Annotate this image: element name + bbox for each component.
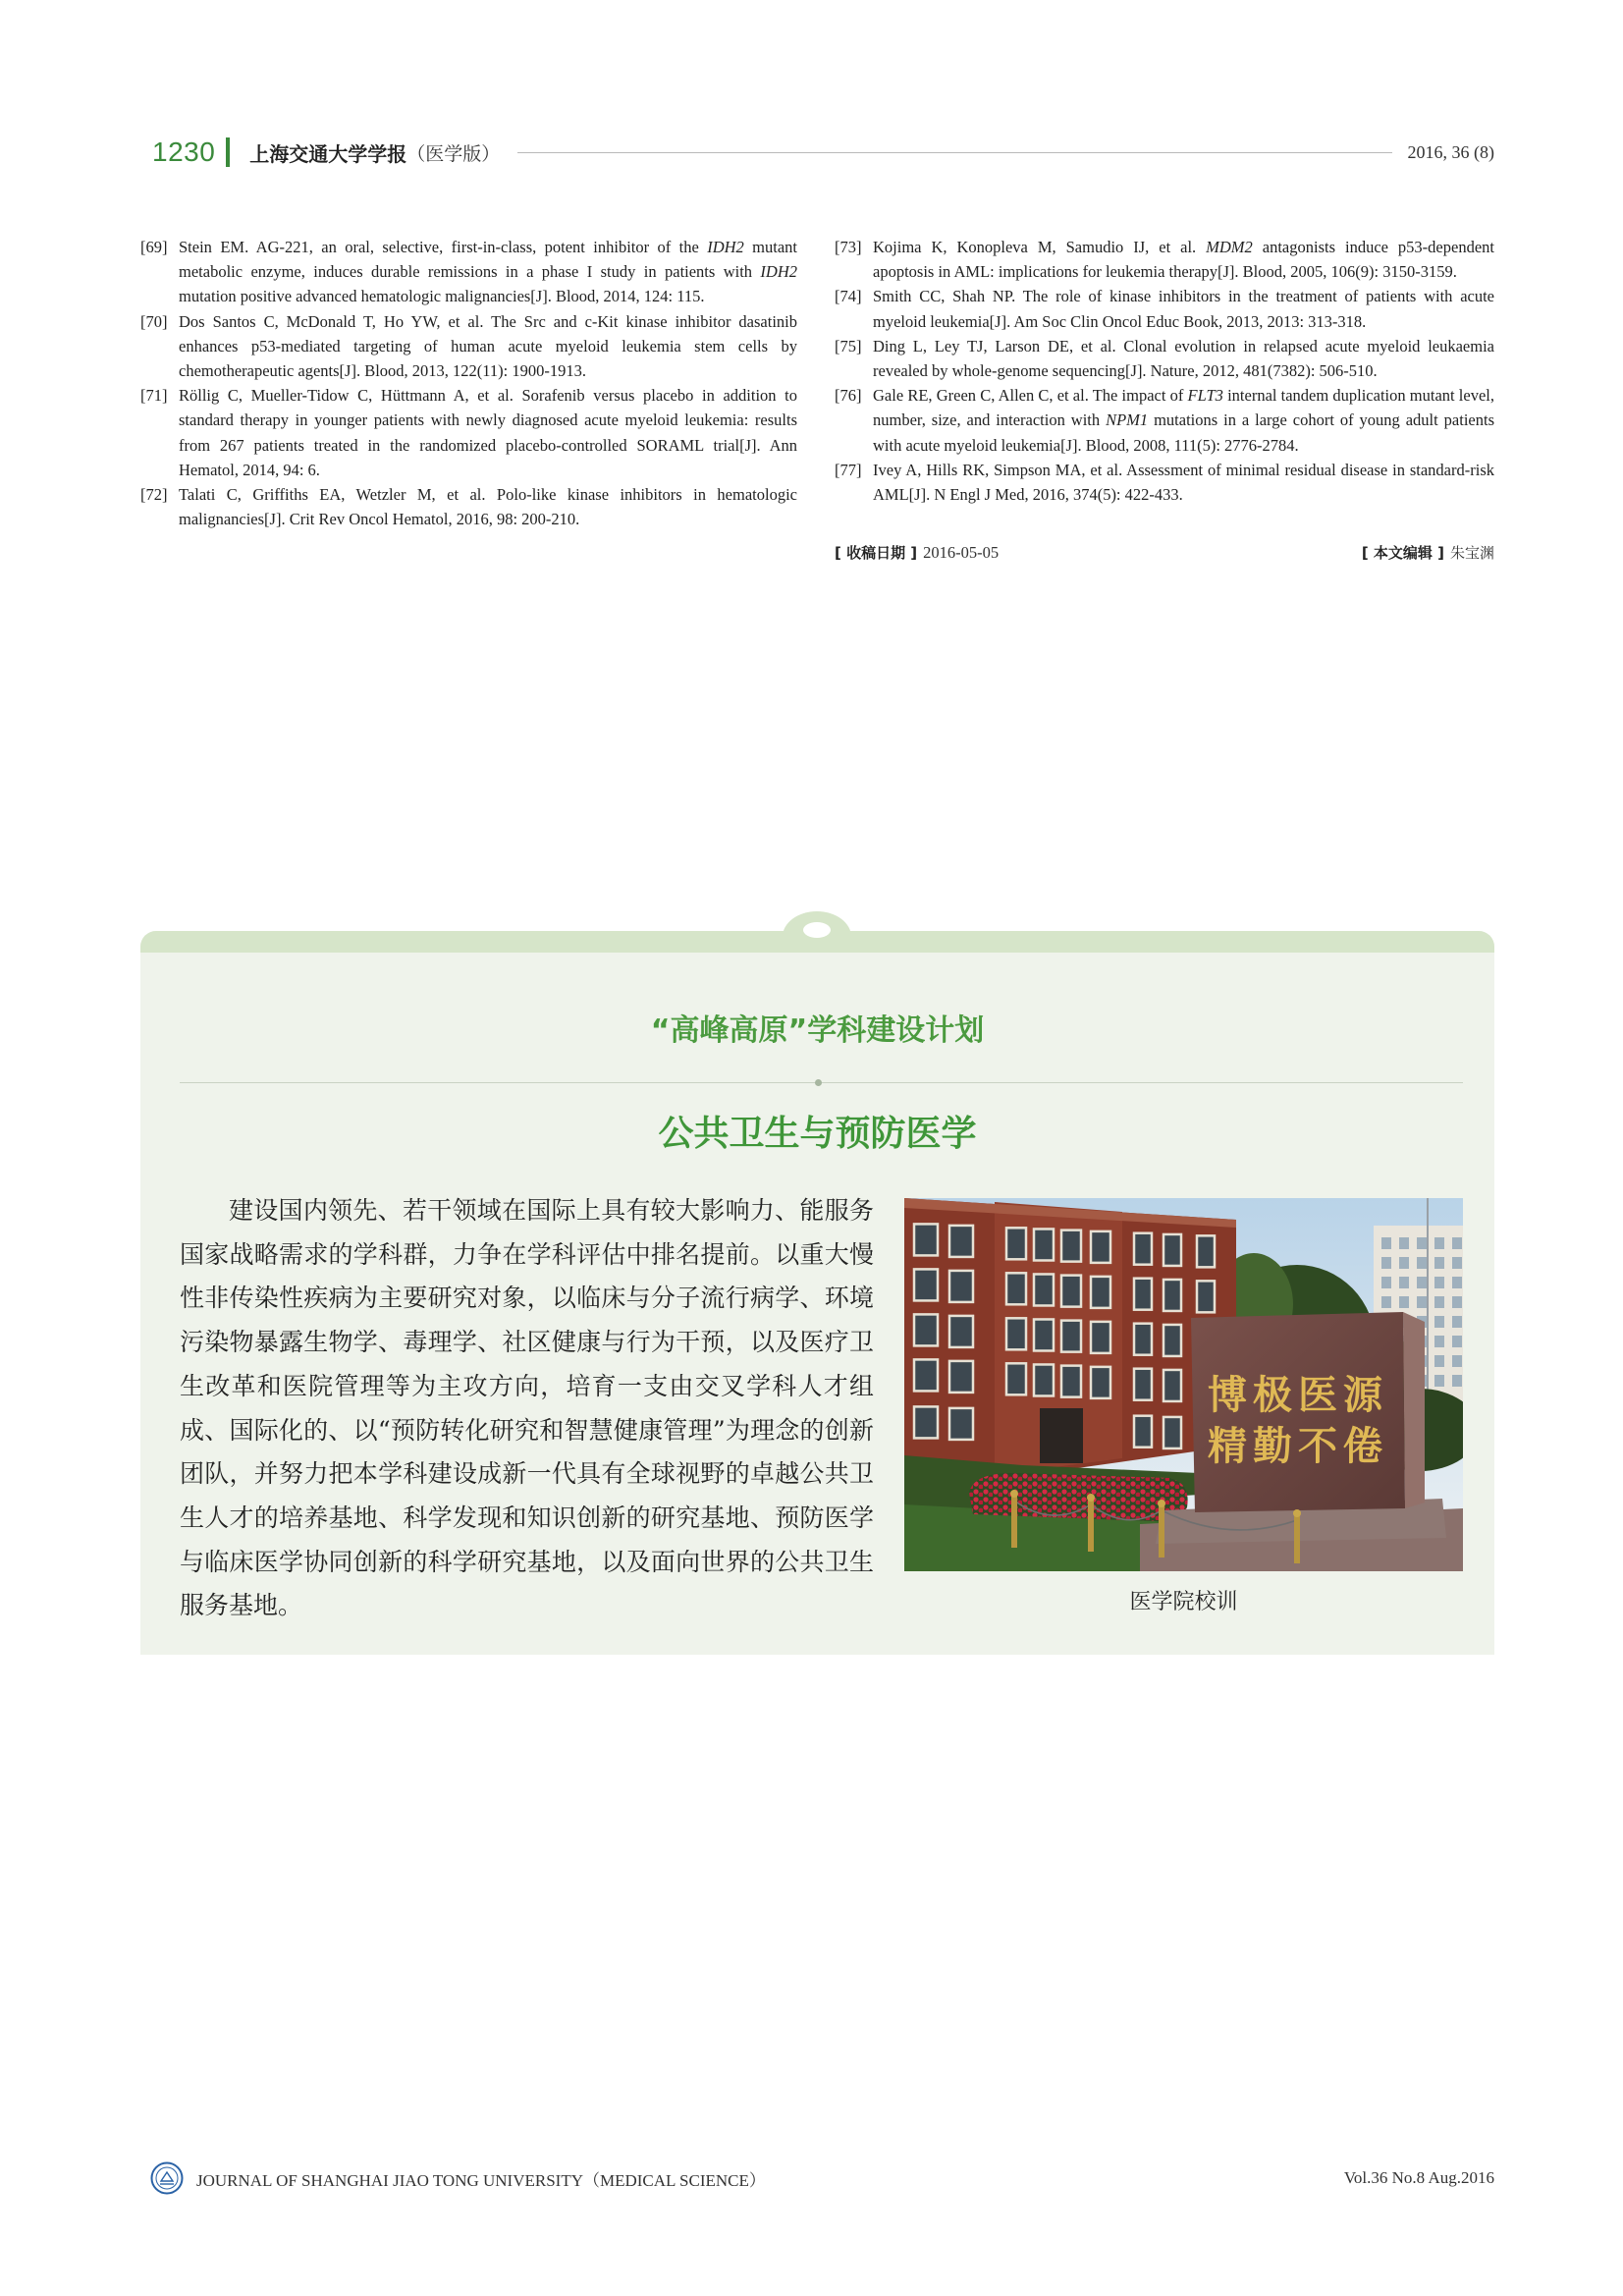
reference-text: Gale RE, Green C, Allen C, et al. The impact of <box>873 386 1188 406</box>
building-window <box>1163 1370 1181 1401</box>
building-window <box>1006 1228 1026 1259</box>
building-window <box>1061 1230 1081 1262</box>
building-window <box>1163 1325 1181 1356</box>
reference-number: [72] <box>140 485 168 505</box>
reference-text: Röllig C, Mueller-Tidow C, Hüttmann A, et al. Sorafenib versus placebo in addition to standard therapy in younger patients with newly diagnosed acute myeloid leukemia: results from 267 patients treated in the randomized placebo-controlled SORAML trial[J]. Ann Hematol, 2014, 94: 6. <box>179 386 797 479</box>
reference-item <box>835 383 1494 458</box>
building-window <box>1034 1274 1054 1305</box>
references-right-column <box>835 235 1494 566</box>
reference-list <box>835 235 1494 507</box>
feature-divider-dot <box>815 1079 822 1086</box>
background-window <box>1452 1375 1462 1387</box>
reference-item <box>835 334 1494 383</box>
building-window <box>914 1406 938 1438</box>
background-window <box>1399 1277 1409 1288</box>
reference-item <box>835 458 1494 507</box>
background-window <box>1452 1355 1462 1367</box>
reference-number: [74] <box>835 287 862 306</box>
background-window <box>1434 1237 1444 1249</box>
header-rule <box>517 152 1391 153</box>
background-window <box>1452 1316 1462 1328</box>
reference-text: mutations in a large cohort of young adult patients with acute myeloid leukemia[J]. Blood, 2008, 111(5): 2776-2784. <box>873 410 1494 455</box>
reference-number: [69] <box>140 238 168 256</box>
reference-number: [73] <box>835 238 862 256</box>
building-window <box>1134 1279 1152 1310</box>
feature-tab-hole <box>803 922 831 938</box>
monument-inscription-line-2: 精勤不倦 <box>1208 1423 1388 1469</box>
background-window <box>1434 1277 1444 1288</box>
background-window <box>1452 1296 1462 1308</box>
medical-school-motto-photo <box>904 1198 1463 1571</box>
header-divider-bar <box>226 137 230 167</box>
editor-name: 朱宝渊 <box>1449 544 1494 563</box>
building-window <box>1091 1231 1110 1263</box>
reference-item <box>140 309 797 384</box>
reference-text: mutation positive advanced hematologic malignancies[J]. Blood, 2014, 124: 115. <box>179 287 705 306</box>
building-window <box>1034 1364 1054 1395</box>
building-window <box>1163 1234 1181 1266</box>
building-window <box>914 1224 938 1255</box>
issue-info: 2016, 36 (8) <box>1407 141 1494 162</box>
building-window <box>1134 1233 1152 1265</box>
reference-number: [75] <box>835 336 862 355</box>
reference-number: [76] <box>835 386 862 406</box>
building-window <box>1197 1235 1215 1267</box>
building-window <box>1006 1273 1026 1304</box>
reference-text: internal tandem duplication mutant level, number, size, and interaction with <box>873 386 1494 430</box>
stone-monument <box>1156 1312 1446 1544</box>
background-window <box>1452 1257 1462 1269</box>
feature-title: 公共卫生与预防医学 <box>658 1114 977 1154</box>
journal-edition: （医学版） <box>406 142 501 165</box>
reference-gene-name: IDH2 <box>760 262 797 282</box>
references-left-column <box>140 235 797 531</box>
background-window <box>1417 1237 1427 1249</box>
brick-building <box>904 1198 1236 1493</box>
reference-item <box>835 235 1494 284</box>
running-header <box>152 136 1494 169</box>
building-window <box>1091 1367 1110 1398</box>
reference-gene-name: IDH2 <box>707 238 744 256</box>
reference-number: [77] <box>835 460 862 479</box>
reference-text: Ding L, Ley TJ, Larson DE, et al. Clonal evolution in relapsed acute myeloid leukaemia revealed by whole-genome sequencing[J]. Nature, 2012, 481(7382): 506-510. <box>873 336 1494 381</box>
reference-text: Talati C, Griffiths EA, Wetzler M, et al. Polo-like kinase inhibitors in hematologic malignancies[J]. Crit Rev Oncol Hematol, 2016, 98: 200-210. <box>179 485 797 529</box>
monument-inscription-line-1: 博极医源 <box>1208 1372 1388 1418</box>
reference-text: antagonists induce p53-dependent apoptosis in AML: implications for leukemia therapy[J]. Blood, 2005, 106(9): 3150-3159. <box>873 238 1494 282</box>
reference-list <box>140 235 797 531</box>
building-window <box>1134 1324 1152 1355</box>
received-date-label: [ 收稿日期 ] <box>835 544 918 563</box>
page-number: 1230 <box>152 137 216 167</box>
reference-item <box>835 284 1494 333</box>
background-window <box>1381 1277 1391 1288</box>
reference-gene-name: MDM2 <box>1206 238 1253 256</box>
feature-box <box>140 931 1494 1655</box>
building-window <box>1163 1417 1181 1449</box>
building-window <box>1034 1319 1054 1350</box>
editor <box>1362 540 1494 566</box>
background-window <box>1399 1257 1409 1269</box>
building-window <box>1034 1229 1054 1260</box>
building-window <box>914 1359 938 1391</box>
editor-label: [ 本文编辑 ] <box>1361 544 1444 563</box>
building-window <box>1006 1363 1026 1394</box>
feature-kicker: “高峰高原”学科建设计划 <box>650 1013 985 1048</box>
reference-item <box>140 482 797 531</box>
background-window <box>1452 1277 1462 1288</box>
background-window <box>1417 1296 1427 1308</box>
background-window <box>1417 1277 1427 1288</box>
building-entrance <box>1040 1408 1083 1463</box>
reference-text: Stein EM. AG-221, an oral, selective, first-in-class, potent inhibitor of the <box>179 238 708 256</box>
building-window <box>949 1408 973 1440</box>
background-window <box>1434 1257 1444 1269</box>
building-window <box>1091 1322 1110 1353</box>
background-window <box>1434 1296 1444 1308</box>
background-window <box>1399 1296 1409 1308</box>
building-window <box>1163 1280 1181 1311</box>
building-window <box>949 1271 973 1302</box>
reference-text: mutant metabolic enzyme, induces durable remissions in a phase I study in patients with <box>179 238 798 282</box>
building-window <box>914 1314 938 1345</box>
running-footer <box>150 2160 1494 2196</box>
building-window <box>914 1269 938 1300</box>
building-window <box>949 1226 973 1257</box>
background-window <box>1434 1316 1444 1328</box>
feature-body: 建设国内领先、若干领域在国际上具有较大影响力、能服务国家战略需求的学科群，力争在学科评估中排名提前。以重大慢性非传染性疾病为主要研究对象，以临床与分子流行病学、环境污染物暴露生物学、毒理学、社区健康与行为干预，以及医疗卫生改革和医院管理等为主攻方向，培育一支由交叉学科人才组成、国际化的、以“预防转化研究和智慧健康管理”为理念的创新团队，并努力把本学科建设成新一代具有全球视野的卓越公共卫生人才的培养基地、科学发现和知识创新的研究基地、预防医学与临床医学协同创新的科学研究基地，以及面向世界的公共卫生服务基地。 <box>180 1196 874 1620</box>
reference-item <box>140 383 797 482</box>
reference-gene-name: FLT3 <box>1187 386 1223 406</box>
feature-divider <box>180 1082 1463 1083</box>
building-window <box>1134 1416 1152 1448</box>
journal-name: 上海交通大学学报 <box>249 141 407 166</box>
background-window <box>1434 1336 1444 1347</box>
building-window <box>1061 1366 1081 1397</box>
building-window <box>949 1361 973 1393</box>
building-window <box>1134 1369 1152 1400</box>
background-window <box>1381 1257 1391 1269</box>
photo-caption: 医学院校训 <box>1129 1590 1238 1614</box>
reference-number: [70] <box>140 311 168 331</box>
reference-number: [71] <box>140 386 168 406</box>
journal-logo <box>150 2161 184 2195</box>
reference-text: Ivey A, Hills RK, Simpson MA, et al. Assessment of minimal residual disease in standard-risk AML[J]. N Engl J Med, 2016, 374(5): 422-433. <box>873 460 1494 505</box>
article-meta-row <box>835 540 1494 566</box>
building-window <box>1197 1281 1215 1312</box>
background-window <box>1452 1336 1462 1347</box>
reference-text: Smith CC, Shah NP. The role of kinase inhibitors in the treatment of patients with acute myeloid leukemia[J]. Am Soc Clin Oncol Educ Book, 2013, 2013: 313-318. <box>873 287 1494 331</box>
reference-text: Kojima K, Konopleva M, Samudio IJ, et al. <box>873 238 1207 256</box>
reference-gene-name: NPM1 <box>1106 410 1149 430</box>
building-window <box>1006 1318 1026 1349</box>
background-window <box>1381 1296 1391 1308</box>
background-window <box>1452 1237 1462 1249</box>
background-window <box>1399 1237 1409 1249</box>
building-window <box>1091 1277 1110 1308</box>
reference-item <box>140 235 797 309</box>
footer-volume: Vol.36 No.8 Aug.2016 <box>1343 2168 1494 2187</box>
building-window <box>1061 1321 1081 1352</box>
background-window <box>1381 1237 1391 1249</box>
reference-text: Dos Santos C, McDonald T, Ho YW, et al. The Src and c-Kit kinase inhibitor dasatinib enhances p53-mediated targeting of human acute myeloid leukemia stem cells by chemotherapeutic agents[J]. Blood, 2013, 122(11): 1900-1913. <box>179 311 797 381</box>
background-window <box>1434 1375 1444 1387</box>
background-window <box>1434 1355 1444 1367</box>
building-window <box>1061 1276 1081 1307</box>
building-window <box>949 1316 973 1347</box>
received-date <box>835 540 999 566</box>
received-date-value: 2016-05-05 <box>923 543 1000 563</box>
footer-journal-name: JOURNAL OF SHANGHAI JIAO TONG UNIVERSITY（MEDICAL SCIENCE） <box>196 2170 766 2190</box>
background-window <box>1417 1257 1427 1269</box>
